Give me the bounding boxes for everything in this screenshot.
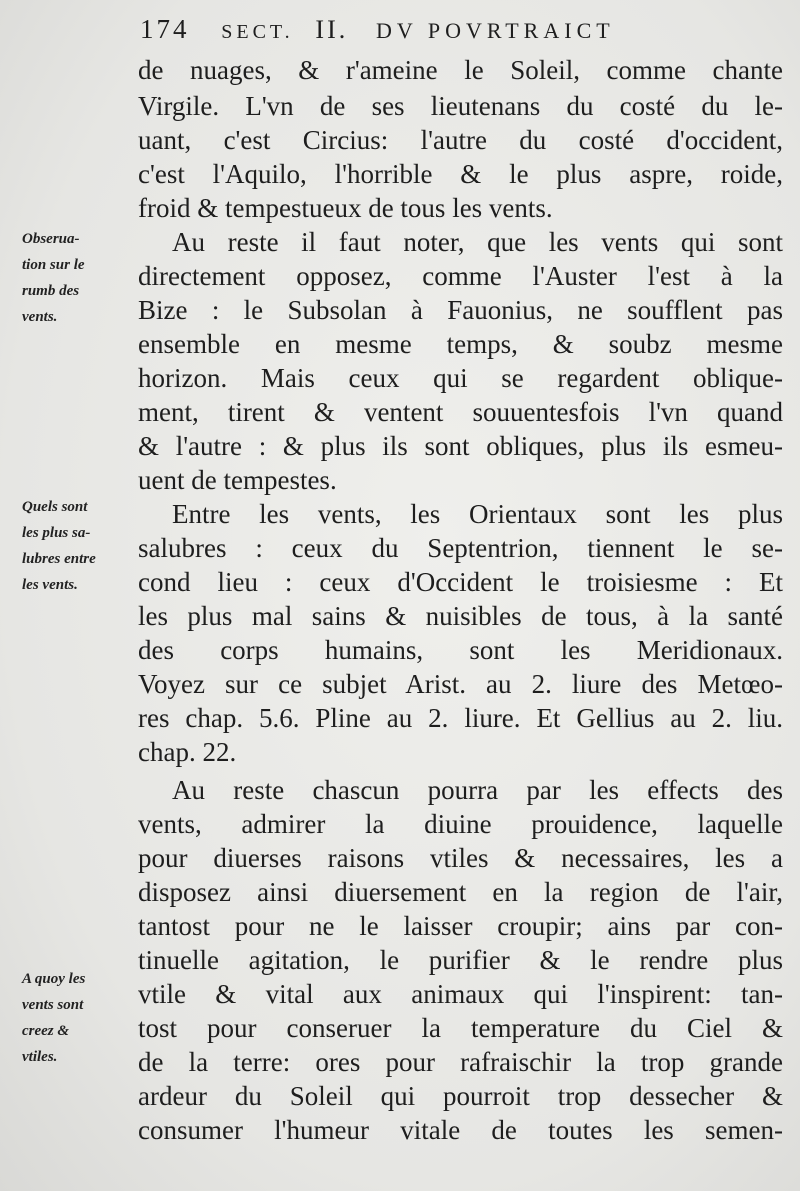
margin-note-line: Obserua- <box>22 231 80 247</box>
text-line: ensemble en mesme temps, & soubz mesme <box>138 329 783 359</box>
text-line: cond lieu : ceux d'Occident le troisiesme : Et <box>138 567 783 597</box>
margin-note-line: creez & <box>22 1023 70 1039</box>
text-line: vtile & vital aux animaux qui l'inspirent: tan- <box>138 979 783 1009</box>
text-line: pour diuerses raisons vtiles & necessaires, les a <box>138 843 783 873</box>
text-line: uent de tempestes. <box>138 465 337 495</box>
text-line: ment, tirent & ventent souuentesfois l'vn quand <box>138 397 783 427</box>
running-head <box>140 14 780 54</box>
text-line: disposez ainsi diuersement en la region de l'air, <box>138 877 783 907</box>
text-line: horizon. Mais ceux qui se regardent oblique- <box>138 363 783 393</box>
text-line: les plus mal sains & nuisibles de tous, à la santé <box>138 601 783 631</box>
text-line: vents, admirer la diuine prouidence, laquelle <box>138 809 783 839</box>
text-line: Au reste il faut noter, que les vents qui sont <box>172 227 783 257</box>
section-label: SECT. <box>221 21 294 43</box>
margin-note <box>22 226 142 330</box>
text-line: tost pour conseruer la temperature du Ciel & <box>138 1013 783 1043</box>
section-number: II. <box>315 15 349 44</box>
text-line: de nuages, & r'ameine le Soleil, comme chante <box>138 55 783 85</box>
margin-note-line: A quoy les <box>22 971 86 987</box>
text-line: ardeur du Soleil qui pourroit trop dessecher & <box>138 1081 783 1111</box>
text-line: Entre les vents, les Orientaux sont les plus <box>172 499 783 529</box>
text-line: tinuelle agitation, le purifier & le rendre plus <box>138 945 783 975</box>
text-line: chap. 22. <box>138 737 237 767</box>
text-line: salubres : ceux du Septentrion, tiennent le se- <box>138 533 783 563</box>
margin-note <box>22 494 142 598</box>
text-line: uant, c'est Circius: l'autre du costé d'occident, <box>138 125 783 155</box>
margin-note-line: rumb des <box>22 283 80 299</box>
margin-note-line: les vents. <box>22 577 78 593</box>
text-line: c'est l'Aquilo, l'horrible & le plus aspre, roide, <box>138 159 783 189</box>
text-line: & l'autre : & plus ils sont obliques, plus ils esmeu- <box>138 431 783 461</box>
margin-note-line: vents sont <box>22 997 84 1013</box>
text-line: Au reste chascun pourra par les effects des <box>172 775 783 805</box>
text-line: tantost pour ne le laisser croupir; ains par con- <box>138 911 783 941</box>
margin-note-line: vtiles. <box>22 1049 58 1065</box>
margin-note-line: lubres entre <box>22 551 96 567</box>
text-line: Voyez sur ce subjet Arist. au 2. liure des Metœo- <box>138 669 783 699</box>
text-line: de la terre: ores pour rafraischir la trop grande <box>138 1047 783 1077</box>
page-number: 174 <box>140 14 190 44</box>
text-line: consumer l'humeur vitale de toutes les semen- <box>138 1115 783 1145</box>
margin-note <box>22 966 142 1070</box>
margin-note-line: Quels sont <box>22 499 88 515</box>
margin-note-line: les plus sa- <box>22 525 91 541</box>
text-line: res chap. 5.6. Pline au 2. liure. Et Gellius au 2. liu. <box>138 703 783 733</box>
margin-note-line: vents. <box>22 309 58 325</box>
text-line: froid & tempestueux de tous les vents. <box>138 193 553 223</box>
text-line: Bize : le Subsolan à Fauonius, ne soufflent pas <box>138 295 783 325</box>
text-line: directement opposez, comme l'Auster l'est à la <box>138 261 783 291</box>
margin-note-line: tion sur le <box>22 257 85 273</box>
running-title: DV POVRTRAICT <box>376 18 615 43</box>
text-line: des corps humains, sont les Meridionaux. <box>138 635 783 665</box>
text-line: Virgile. L'vn de ses lieutenans du costé du le- <box>138 91 783 121</box>
